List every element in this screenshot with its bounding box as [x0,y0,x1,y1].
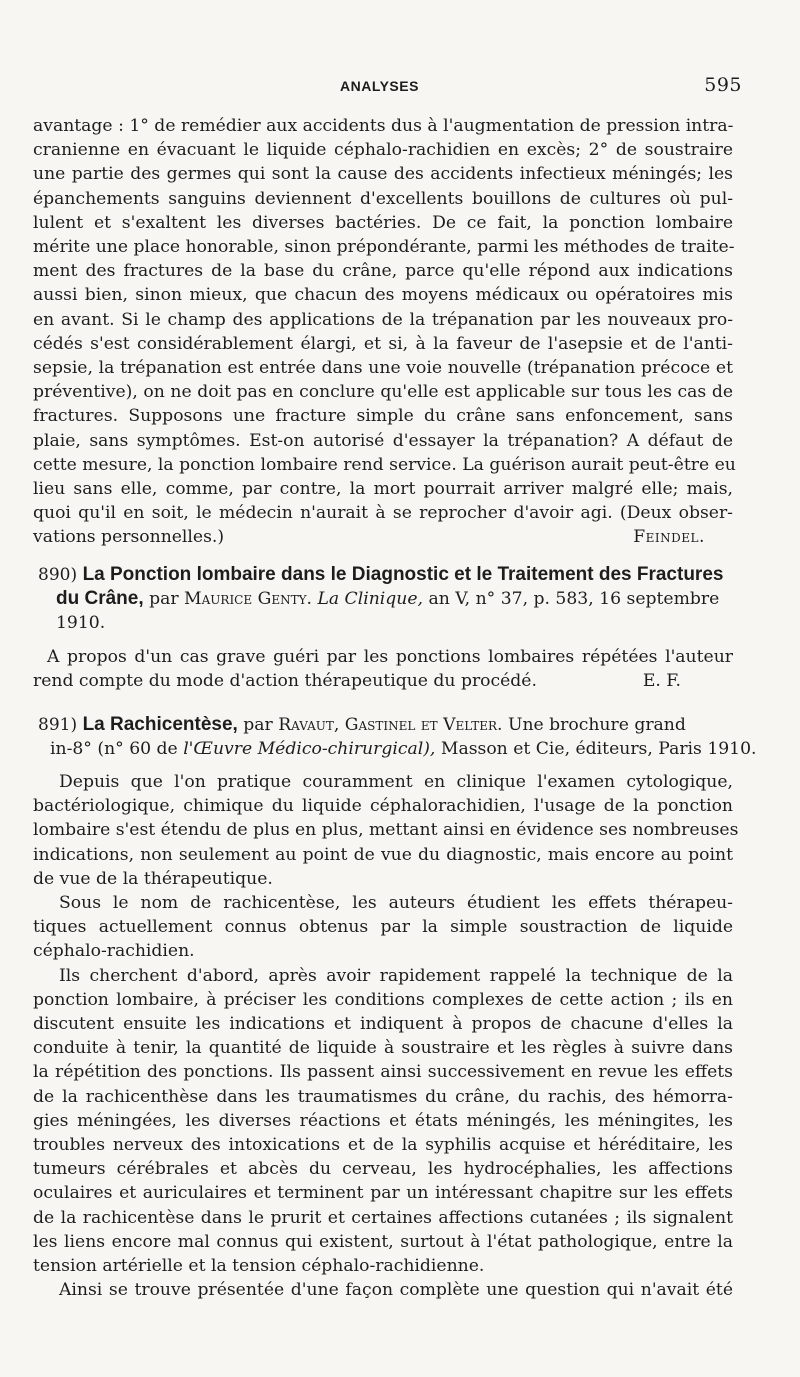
page-number: 595 [704,74,742,96]
text-line-content: vations personnelles.) [33,527,225,548]
text-line: aussi bien, sinon mieux, que chacun des moyens médicaux ou opératoires mis [33,285,733,306]
text-line: conduite à tenir, la quantité de liquide à soustraire et les règles à suivre dans [33,1038,733,1059]
text-line: cédés s'est considérablement élargi, et si, à la faveur de l'asepsie et de l'anti- [33,333,733,354]
text-line: fractures. Supposons une fracture simple du crâne sans enfoncement, sans [33,406,733,427]
text-line: troubles nerveux des intoxications et de la syphilis acquise et héréditaire, les [33,1135,733,1156]
entry-891-citation-line1 [38,713,733,737]
by-label: par [243,715,273,735]
authors: Ravaut, Gastinel et Velter. [278,715,503,735]
text-line: bactériologique, chimique du liquide céphalorachidien, l'usage de la ponction [33,796,733,817]
text-line: une partie des germes qui sont la cause des accidents infectieux méningés; les [33,164,733,185]
text-line [33,525,733,549]
text-line: cette mesure, la ponction lombaire rend service. La guérison aurait peut-être eu [33,454,736,475]
text-line: oculaires et auriculaires et terminent par un intéressant chapitre sur les effets [33,1183,733,1204]
running-head [0,74,800,98]
text-line: préventive), on ne doit pas en conclure qu'elle est applicable sur tous les cas de [33,382,733,403]
text-line: épanchements sanguins deviennent d'excellents bouillons de cultures où pul- [33,188,733,209]
text-line [33,669,733,693]
text-line: de la rachicentèse dans le prurit et certaines affections cutanées ; ils signalent [33,1207,733,1228]
signature-ef: E. F. [642,671,681,692]
text-line: tumeurs cérébrales et abcès du cerveau, les hydrocéphalies, les affections [33,1159,733,1180]
text-line: Sous le nom de rachicentèse, les auteurs étudient les effets thérapeu- [59,893,733,914]
text-line: avantage : 1° de remédier aux accidents dus à l'augmentation de pression intra- [33,116,734,136]
text-line: quoi qu'il en soit, le médecin n'aurait à se reprocher d'avoir agi. (Deux obser- [33,503,733,524]
text-line: lombaire s'est étendu de plus en plus, mettant ainsi en évidence ses nombreuses [33,820,739,841]
entry-890-abstract [33,645,733,693]
entry-891 [38,713,757,761]
text-line: ponction lombaire, à préciser les conditions complexes de cette action ; ils en [33,989,733,1010]
journal: La Clinique, [317,589,423,609]
author: Maurice Genty. [184,589,312,609]
running-title: ANALYSES [340,78,419,94]
publication-desc: Une brochure grand [507,715,686,735]
entry-890-citation [38,563,733,635]
text-line: gies méningées, les diverses réactions et états méningés, les méningites, les [33,1110,733,1131]
by-label: par [149,589,179,609]
entry-891-citation-line2 [38,737,757,761]
text-line: Ainsi se trouve présentée d'une façon complète une question qui n'avait été [59,1280,733,1301]
entry-891-abstract [33,770,739,1302]
text-line: plaie, sans symptômes. Est-on autorisé d'essayer la trépanation? A défaut de [33,430,733,451]
text-line: A propos d'un cas grave guéri par les ponctions lombaires répétées l'auteur [47,647,733,667]
text-line: la répétition des ponctions. Ils passent ainsi successivement en revue les effets [33,1062,733,1083]
text-line: cranienne en évacuant le liquide céphalo-rachidien en excès; 2° de soustraire [33,140,733,161]
text-line: de la rachicenthèse dans les traumatismes du crâne, du rachis, des hémorra- [33,1086,733,1107]
publisher: Masson et Cie, éditeurs, Paris 1910. [440,739,757,759]
text-line: céphalo-rachidien. [33,941,195,962]
publication-format: in-8° (n° 60 de [50,739,178,759]
text-line: sepsie, la trépanation est entrée dans une voie nouvelle (trépanation précoce et [33,358,733,379]
date: 16 septembre 1910. [56,589,720,633]
text-line: mérite une place honorable, sinon prépondérante, parmi les méthodes de traite- [33,237,735,258]
entry-title: La Rachicentèse, [82,714,238,735]
text-line: tension artérielle et la tension céphalo-rachidienne. [33,1256,485,1277]
text-line: discutent ensuite les indications et indiquent à propos de chacune d'elles la [33,1014,733,1035]
text-line: tiques actuellement connus obtenus par la simple soustraction de liquide [33,917,733,938]
text-line: lulent et s'exaltent les diverses bactéries. De ce fait, la ponction lombaire [33,212,733,233]
entry-number: 891) [38,715,78,735]
continuation-paragraph [33,114,736,550]
text-line: de vue de la thérapeutique. [33,868,273,889]
entry-890 [38,563,733,635]
series-title: l'Œuvre Médico-chirurgical), [183,739,436,759]
text-line: Ils cherchent d'abord, après avoir rapidement rappelé la technique de la [59,965,733,986]
journal-details: an V, n° 37, p. 583, [428,589,594,609]
text-line: indications, non seulement au point de vue du diagnostic, mais encore au point [33,844,733,865]
text-line: lieu sans elle, comme, par contre, la mort pourrait arriver malgré elle; mais, [33,479,733,500]
text-line-content: rend compte du mode d'action thérapeutique du procédé. [33,671,537,692]
text-line: en avant. Si le champ des applications de la trépanation par les nouveaux pro- [33,309,733,330]
signature-feindel: Feindel. [633,527,705,548]
text-line: ment des fractures de la base du crâne, parce qu'elle répond aux indications [33,261,733,282]
entry-number: 890) [38,565,78,585]
text-line: Depuis que l'on pratique couramment en clinique l'examen cytologique, [59,772,733,792]
text-line: les liens encore mal connus qui existent, surtout à l'état pathologique, entre la [33,1231,733,1252]
entry-title: La Ponction lombaire dans le Diagnostic et le Traitement des Fractures du Crâne, [56,564,724,609]
